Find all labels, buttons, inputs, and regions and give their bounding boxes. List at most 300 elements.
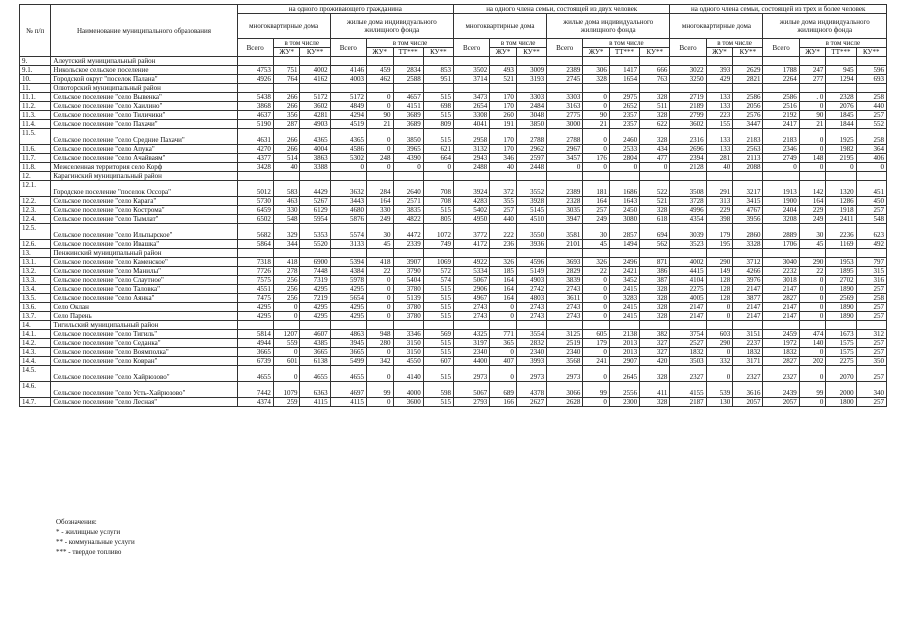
value-cell: 313 <box>706 197 733 206</box>
header-zhu: ЖУ* <box>366 48 393 57</box>
municipality-name: Олюторский муниципальный район <box>51 84 237 93</box>
value-cell: 3550 <box>516 224 546 240</box>
value-cell: 4510 <box>516 215 546 224</box>
value-cell: 0 <box>583 312 610 321</box>
value-cell <box>609 84 639 93</box>
value-cell: 0 <box>490 366 517 382</box>
value-cell: 0 <box>366 93 393 102</box>
value-cell: 4354 <box>670 215 706 224</box>
value-cell: 164 <box>490 285 517 294</box>
value-cell: 7318 <box>237 258 273 267</box>
table-row <box>20 181 887 197</box>
value-cell: 871 <box>640 258 670 267</box>
value-cell: 4283 <box>453 197 489 206</box>
value-cell: 3018 <box>763 276 799 285</box>
header-total: Всего <box>453 39 489 57</box>
value-cell: 4115 <box>330 398 366 407</box>
value-cell: 0 <box>583 163 610 172</box>
value-cell: 290 <box>706 258 733 267</box>
value-cell: 7475 <box>237 294 273 303</box>
value-cell: 365 <box>490 339 517 348</box>
value-cell: 3780 <box>393 303 423 312</box>
value-cell: 5172 <box>300 93 330 102</box>
value-cell: 3611 <box>547 294 583 303</box>
value-cell: 257 <box>856 366 886 382</box>
value-cell: 3040 <box>763 258 799 267</box>
header-total: Всего <box>763 39 799 57</box>
value-cell: 170 <box>490 93 517 102</box>
municipality-name: Сельское поселение "село Тымлат" <box>51 215 237 224</box>
municipality-name: Село Парень <box>51 312 237 321</box>
value-cell: 3283 <box>609 294 639 303</box>
value-cell <box>733 172 763 181</box>
value-cell: 429 <box>706 75 733 84</box>
value-cell: 797 <box>856 258 886 267</box>
value-cell: 6129 <box>300 206 330 215</box>
value-cell <box>670 57 706 66</box>
value-cell: 0 <box>799 163 826 172</box>
value-cell: 155 <box>706 120 733 129</box>
value-cell: 1654 <box>609 75 639 84</box>
value-cell: 521 <box>490 75 517 84</box>
value-cell: 7442 <box>237 382 273 398</box>
value-cell: 2907 <box>609 357 639 366</box>
row-number: 11.4. <box>20 120 51 129</box>
value-cell: 386 <box>640 267 670 276</box>
table-row <box>20 303 887 312</box>
value-cell: 2719 <box>670 93 706 102</box>
value-cell: 4041 <box>453 120 489 129</box>
value-cell: 4607 <box>300 330 330 339</box>
value-cell: 229 <box>706 206 733 215</box>
value-cell: 4004 <box>300 145 330 154</box>
value-cell: 3835 <box>393 206 423 215</box>
value-cell: 0 <box>583 348 610 357</box>
value-cell: 2450 <box>609 206 639 215</box>
value-cell: 0 <box>366 129 393 145</box>
value-cell: 2696 <box>670 145 706 154</box>
value-cell: 559 <box>273 339 300 348</box>
value-cell: 2237 <box>733 339 763 348</box>
value-cell: 3125 <box>547 330 583 339</box>
table-row <box>20 312 887 321</box>
value-cell: 3308 <box>453 111 489 120</box>
value-cell: 2627 <box>516 398 546 407</box>
value-cell: 4586 <box>330 145 366 154</box>
value-cell: 459 <box>366 66 393 75</box>
value-cell: 99 <box>366 382 393 398</box>
value-cell: 5190 <box>237 120 273 129</box>
value-cell: 3503 <box>670 357 706 366</box>
value-cell: 4697 <box>330 382 366 398</box>
value-cell: 2832 <box>516 339 546 348</box>
table-row <box>20 75 887 84</box>
row-number: 14.7. <box>20 398 51 407</box>
value-cell: 6739 <box>237 357 273 366</box>
header-name: Наименование муниципального образования <box>51 5 237 57</box>
municipality-name: Сельское поселение "село Таловка" <box>51 285 237 294</box>
value-cell: 1788 <box>763 66 799 75</box>
value-cell: 5520 <box>300 240 330 249</box>
value-cell: 2973 <box>516 366 546 382</box>
value-cell: 693 <box>856 75 886 84</box>
table-row <box>20 102 887 111</box>
value-cell: 4400 <box>453 357 489 366</box>
row-number: 11.5. <box>20 129 51 145</box>
value-cell: 694 <box>640 224 670 240</box>
value-cell: 30 <box>366 224 393 240</box>
value-cell <box>237 84 273 93</box>
value-cell: 1832 <box>763 348 799 357</box>
row-number: 11.6. <box>20 145 51 154</box>
value-cell <box>273 249 300 258</box>
value-cell: 5353 <box>300 224 330 240</box>
value-cell <box>583 172 610 181</box>
value-cell: 0 <box>583 102 610 111</box>
row-number: 14.4. <box>20 357 51 366</box>
value-cell: 5954 <box>300 215 330 224</box>
value-cell: 4822 <box>393 215 423 224</box>
row-number: 11.8. <box>20 163 51 172</box>
value-cell: 328 <box>640 398 670 407</box>
header-ku: КУ** <box>516 48 546 57</box>
value-cell <box>490 172 517 181</box>
header-num: № п/п <box>20 5 51 57</box>
value-cell: 30 <box>799 224 826 240</box>
value-cell: 3328 <box>733 240 763 249</box>
value-cell: 2775 <box>547 111 583 120</box>
value-cell <box>237 172 273 181</box>
value-cell: 0 <box>366 276 393 285</box>
value-cell: 521 <box>640 197 670 206</box>
value-cell: 3133 <box>330 240 366 249</box>
value-cell: 0 <box>609 163 639 172</box>
value-cell: 2316 <box>670 129 706 145</box>
value-cell: 4295 <box>300 303 330 312</box>
value-cell: 4680 <box>330 206 366 215</box>
value-cell <box>300 57 330 66</box>
value-cell <box>300 172 330 181</box>
value-cell: 440 <box>856 102 886 111</box>
value-cell <box>583 57 610 66</box>
value-cell <box>799 57 826 66</box>
value-cell: 3197 <box>453 339 489 348</box>
value-cell: 539 <box>706 382 733 398</box>
value-cell: 344 <box>273 240 300 249</box>
municipality-name: Карагинский муниципальный район <box>51 172 237 181</box>
value-cell: 0 <box>366 285 393 294</box>
value-cell <box>330 84 366 93</box>
value-cell <box>516 57 546 66</box>
value-cell: 1069 <box>423 258 453 267</box>
header-group-3: на одного члена семьи, состоящей из трех и более человек <box>670 5 887 14</box>
value-cell <box>547 321 583 330</box>
value-cell: 853 <box>423 66 453 75</box>
value-cell <box>237 249 273 258</box>
value-cell <box>706 249 733 258</box>
value-cell: 4390 <box>393 154 423 163</box>
value-cell: 256 <box>273 276 300 285</box>
value-cell: 45 <box>799 240 826 249</box>
value-cell: 382 <box>640 330 670 339</box>
value-cell <box>733 84 763 93</box>
value-cell: 4803 <box>516 294 546 303</box>
value-cell: 2415 <box>609 312 639 321</box>
value-cell: 2147 <box>733 285 763 294</box>
value-cell: 3303 <box>516 93 546 102</box>
value-cell: 40 <box>706 163 733 172</box>
table-row <box>20 206 887 215</box>
value-cell: 2533 <box>609 145 639 154</box>
value-cell: 2742 <box>516 285 546 294</box>
value-cell: 3924 <box>453 181 489 197</box>
municipality-name: Алеутский муниципальный район <box>51 57 237 66</box>
municipality-name: Пенжинский муниципальный район <box>51 249 237 258</box>
value-cell: 407 <box>490 357 517 366</box>
value-cell: 1890 <box>826 285 856 294</box>
value-cell: 0 <box>330 163 366 172</box>
section-row <box>20 84 887 93</box>
value-cell <box>640 321 670 330</box>
value-cell: 515 <box>423 285 453 294</box>
value-cell: 2113 <box>733 154 763 163</box>
value-cell: 601 <box>273 357 300 366</box>
value-cell: 316 <box>856 276 886 285</box>
value-cell: 3928 <box>516 197 546 206</box>
value-cell: 0 <box>366 163 393 172</box>
value-cell: 256 <box>273 294 300 303</box>
value-cell: 0 <box>366 348 393 357</box>
value-cell: 133 <box>706 93 733 102</box>
row-number: 9. <box>20 57 51 66</box>
value-cell: 2340 <box>516 348 546 357</box>
value-cell: 0 <box>799 303 826 312</box>
row-number: 13.5. <box>20 294 51 303</box>
value-cell: 3993 <box>516 357 546 366</box>
value-cell: 280 <box>366 339 393 348</box>
table-row <box>20 294 887 303</box>
value-cell: 1832 <box>670 348 706 357</box>
value-cell: 2147 <box>670 312 706 321</box>
value-cell: 751 <box>273 66 300 75</box>
value-cell: 179 <box>706 224 733 240</box>
value-cell: 0 <box>366 102 393 111</box>
value-cell: 1286 <box>826 197 856 206</box>
value-cell: 290 <box>799 258 826 267</box>
value-cell: 3048 <box>516 111 546 120</box>
value-cell: 0 <box>799 312 826 321</box>
value-cell: 2821 <box>733 75 763 84</box>
value-cell: 1982 <box>826 145 856 154</box>
value-cell: 5978 <box>330 276 366 285</box>
header-zhu: ЖУ* <box>706 48 733 57</box>
value-cell: 4903 <box>516 276 546 285</box>
row-number: 13.2. <box>20 267 51 276</box>
value-cell: 2147 <box>733 303 763 312</box>
value-cell: 4637 <box>237 111 273 120</box>
value-cell: 328 <box>640 111 670 120</box>
value-cell: 3150 <box>393 339 423 348</box>
value-cell <box>706 57 733 66</box>
value-cell: 493 <box>490 66 517 75</box>
value-cell: 4295 <box>237 312 273 321</box>
value-cell: 2340 <box>547 348 583 357</box>
value-cell: 605 <box>583 330 610 339</box>
value-cell: 4365 <box>330 129 366 145</box>
value-cell: 3151 <box>733 330 763 339</box>
table-row <box>20 129 887 145</box>
value-cell: 0 <box>799 145 826 154</box>
value-cell <box>366 57 393 66</box>
row-number: 12.3. <box>20 206 51 215</box>
value-cell: 2404 <box>763 206 799 215</box>
header-total: Всего <box>547 39 583 57</box>
value-cell: 0 <box>583 129 610 145</box>
value-cell: 0 <box>706 312 733 321</box>
municipality-name: Сельское поселение "село Каменское" <box>51 258 237 267</box>
value-cell: 5067 <box>453 382 489 398</box>
municipality-name: Сельское поселение "село Вывенка" <box>51 93 237 102</box>
value-cell: 0 <box>706 303 733 312</box>
value-cell: 3428 <box>237 163 273 172</box>
value-cell: 4377 <box>237 154 273 163</box>
header-mkd: многоквартирные дома <box>453 14 546 39</box>
value-cell: 1706 <box>763 240 799 249</box>
value-cell: 6363 <box>300 382 330 398</box>
value-cell: 3250 <box>670 75 706 84</box>
value-cell: 1890 <box>826 303 856 312</box>
value-cell: 805 <box>423 215 453 224</box>
value-cell: 5139 <box>393 294 423 303</box>
value-cell: 0 <box>583 366 610 382</box>
value-cell: 0 <box>583 398 610 407</box>
value-cell: 266 <box>273 129 300 145</box>
value-cell <box>366 84 393 93</box>
value-cell: 1169 <box>826 240 856 249</box>
value-cell: 463 <box>273 197 300 206</box>
value-cell: 0 <box>799 366 826 382</box>
value-cell: 3303 <box>547 93 583 102</box>
value-cell <box>706 321 733 330</box>
value-cell: 3415 <box>733 197 763 206</box>
value-cell: 0 <box>706 348 733 357</box>
value-cell: 2057 <box>733 398 763 407</box>
value-cell: 191 <box>490 120 517 129</box>
value-cell: 2415 <box>609 285 639 294</box>
value-cell: 2147 <box>733 312 763 321</box>
municipality-name: Сельское поселение "село Усть-Хайрюзово" <box>51 382 237 398</box>
value-cell: 6502 <box>237 215 273 224</box>
value-cell: 0 <box>583 145 610 154</box>
header-izhs: жилые дома индивидуального жилищного фонда <box>763 14 887 39</box>
value-cell: 4295 <box>237 303 273 312</box>
row-number: 12. <box>20 172 51 181</box>
municipality-name: Сельское поселение "село Пахачи" <box>51 120 237 129</box>
value-cell: 342 <box>366 357 393 366</box>
header-total: Всего <box>670 39 706 57</box>
value-cell <box>826 84 856 93</box>
value-cell: 170 <box>490 145 517 154</box>
value-cell: 3754 <box>670 330 706 339</box>
value-cell: 179 <box>583 339 610 348</box>
municipality-name: Сельское поселение "село Ильпырское" <box>51 224 237 240</box>
value-cell: 2275 <box>826 357 856 366</box>
value-cell: 3839 <box>547 276 583 285</box>
value-cell: 1953 <box>826 258 856 267</box>
value-cell: 583 <box>273 181 300 197</box>
value-cell: 2702 <box>826 276 856 285</box>
value-cell: 462 <box>366 75 393 84</box>
value-cell: 2958 <box>453 129 489 145</box>
value-cell: 2147 <box>763 303 799 312</box>
value-cell: 2654 <box>453 102 489 111</box>
value-cell: 372 <box>490 181 517 197</box>
value-cell: 3581 <box>547 224 583 240</box>
value-cell: 666 <box>640 66 670 75</box>
value-cell: 3868 <box>237 102 273 111</box>
value-cell: 236 <box>490 240 517 249</box>
value-cell: 4365 <box>300 129 330 145</box>
value-cell: 4155 <box>670 382 706 398</box>
value-cell: 2147 <box>763 285 799 294</box>
table-row <box>20 120 887 129</box>
value-cell: 222 <box>490 224 517 240</box>
value-cell: 3508 <box>670 181 706 197</box>
value-cell: 623 <box>856 224 886 240</box>
value-cell: 1890 <box>826 312 856 321</box>
table-row <box>20 357 887 366</box>
header-incl: в том числе <box>490 39 547 48</box>
value-cell <box>799 321 826 330</box>
value-cell: 164 <box>490 294 517 303</box>
value-cell: 0 <box>799 285 826 294</box>
value-cell: 708 <box>423 197 453 206</box>
value-cell: 1643 <box>609 197 639 206</box>
value-cell: 0 <box>826 163 856 172</box>
value-cell <box>423 172 453 181</box>
value-cell: 259 <box>273 398 300 407</box>
value-cell <box>547 84 583 93</box>
value-cell: 2640 <box>393 181 423 197</box>
value-cell: 257 <box>856 303 886 312</box>
value-cell: 328 <box>640 303 670 312</box>
table-row <box>20 339 887 348</box>
value-cell: 164 <box>583 197 610 206</box>
value-cell: 328 <box>640 93 670 102</box>
value-cell: . 0 <box>799 93 826 102</box>
row-number: 14. <box>20 321 51 330</box>
value-cell: 3171 <box>733 357 763 366</box>
value-cell: 418 <box>273 258 300 267</box>
value-cell: 2394 <box>670 154 706 163</box>
value-cell: 195 <box>706 240 733 249</box>
value-cell: 2799 <box>670 111 706 120</box>
value-cell <box>640 172 670 181</box>
value-cell: 2327 <box>670 366 706 382</box>
value-cell: 3208 <box>763 215 799 224</box>
municipality-name: Сельское поселение "село Слаутное" <box>51 276 237 285</box>
value-cell: 4295 <box>330 312 366 321</box>
value-cell: 2827 <box>763 294 799 303</box>
value-cell: 621 <box>423 145 453 154</box>
value-cell: 2439 <box>763 382 799 398</box>
value-cell: 515 <box>423 129 453 145</box>
value-cell: 2327 <box>733 366 763 382</box>
value-cell: 7219 <box>300 294 330 303</box>
value-cell: 1918 <box>826 206 856 215</box>
value-cell: 515 <box>423 111 453 120</box>
value-cell: 2411 <box>826 215 856 224</box>
